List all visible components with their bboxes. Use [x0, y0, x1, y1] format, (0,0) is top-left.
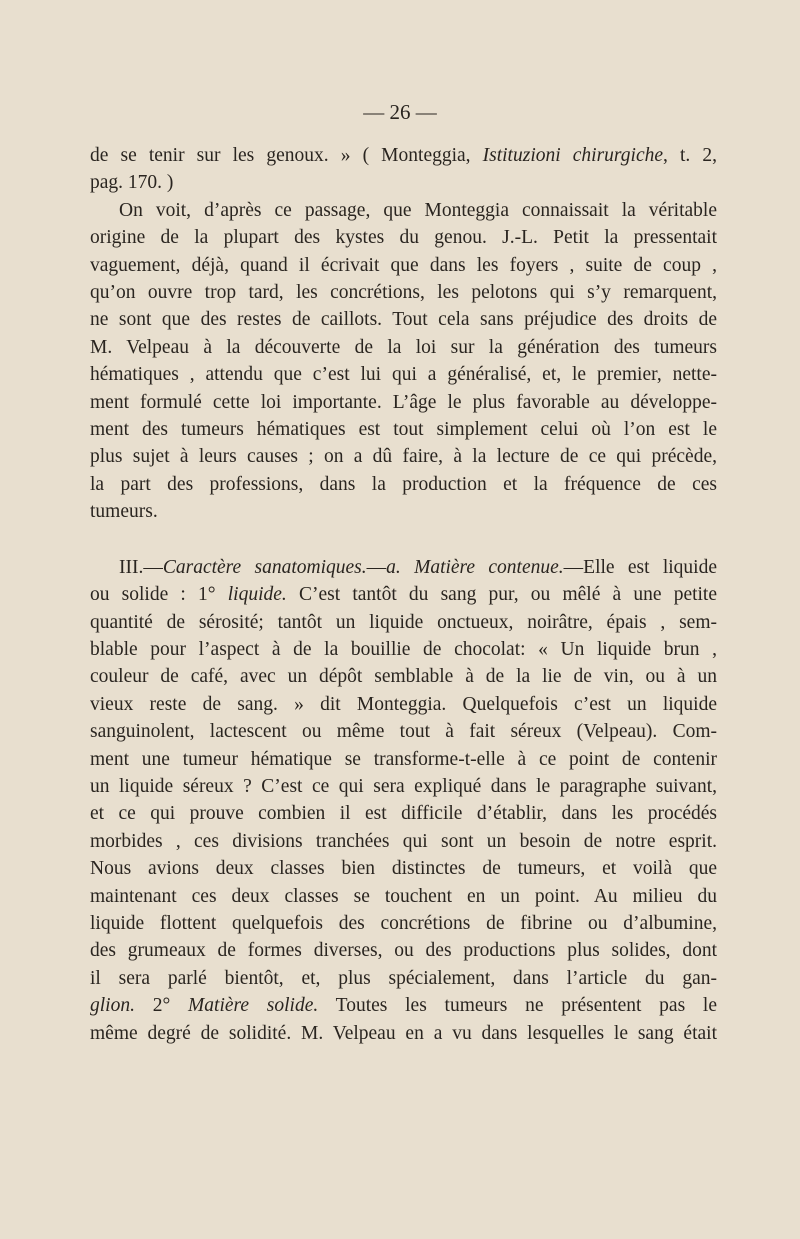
- italic-term: glion.: [90, 995, 135, 1017]
- text-line: ment formulé cette loi importante. L’âge le plus favorable au développe-: [90, 391, 717, 413]
- text-line: la part des professions, dans la production et la fréquence de ces: [90, 473, 717, 495]
- body-text: [90, 142, 717, 1047]
- text-line: couleur de café, avec un dépôt semblable à de la lie de vin, ou à un: [90, 666, 717, 688]
- text-line: qu’on ouvre trop tard, les concrétions, les pelotons qui s’y remarquent,: [90, 282, 717, 304]
- text-line: pag. 170. ): [90, 172, 174, 194]
- italic-term: Matière solide.: [188, 995, 319, 1017]
- text-line: Nous avions deux classes bien distinctes de tumeurs, et voilà que: [90, 858, 717, 880]
- text-line: sanguinolent, lactescent ou même tout à fait séreux (Velpeau). Com-: [90, 721, 717, 743]
- paragraph: [90, 197, 717, 526]
- text-run: Toutes les tumeurs ne présentent pas le: [318, 995, 717, 1017]
- dash: —: [366, 556, 387, 578]
- text-run: 2°: [134, 995, 189, 1017]
- page-number: — 26 —: [363, 100, 437, 124]
- subsection-title: a. Matière contenue.: [386, 556, 564, 578]
- text-line: M. Velpeau à la découverte de la loi sur la génération des tumeurs: [90, 336, 717, 358]
- text-run: ou solide : 1°: [90, 584, 228, 606]
- text-line: il sera parlé bientôt, et, plus spécialement, dans l’article du gan-: [90, 967, 717, 989]
- section-number: III.—: [119, 556, 163, 578]
- text-line: et ce qui prouve combien il est difficile d’établir, dans les procédés: [90, 803, 717, 825]
- text-line: plus sujet à leurs causes ; on a dû faire, à la lecture de ce qui précède,: [90, 446, 717, 468]
- italic-term: liquide.: [227, 584, 287, 606]
- text-line: même degré de solidité. M. Velpeau en a vu dans lesquelles le sang était: [90, 1022, 717, 1044]
- text-line: blable pour l’aspect à de la bouillie de chocolat: « Un liquide brun ,: [90, 638, 717, 660]
- text-run: de se tenir sur les genoux. » ( Monteggia,: [90, 145, 483, 166]
- text-line: ment des tumeurs hématiques est tout simplement celui où l’on est le: [90, 419, 717, 441]
- text-run: , t. 2,: [663, 145, 718, 166]
- text-line: un liquide séreux ? C’est ce qui sera expliqué dans le paragraphe suivant,: [90, 775, 717, 797]
- text-line: [90, 142, 717, 169]
- text-line: vaguement, déjà, quand il écrivait que dans les foyers , suite de coup ,: [90, 254, 717, 276]
- text-line: On voit, d’après ce passage, que Monteggia connaissait la véritable: [119, 199, 717, 221]
- text-line: hématiques , attendu que c’est lui qui a généralisé, et, le premier, nette-: [90, 364, 717, 386]
- section-heading-line: [90, 554, 717, 581]
- text-run: C’est tantôt du sang pur, ou mêlé à une petite: [286, 584, 718, 606]
- text-line: maintenant ces deux classes se touchent en un point. Au milieu du: [90, 885, 717, 907]
- text-line: tumeurs.: [90, 501, 158, 523]
- text-run: —Elle est liquide: [563, 556, 717, 578]
- text-line: des grumeaux de formes diverses, ou des productions plus solides, dont: [90, 940, 717, 962]
- paragraph-body: [90, 609, 717, 993]
- text-line: morbides , ces divisions tranchées qui sont un besoin de notre esprit.: [90, 830, 717, 852]
- text-line: ment une tumeur hématique se transforme-t-elle à ce point de contenir: [90, 748, 717, 770]
- text-line: [90, 992, 717, 1019]
- italic-title: Istituzioni chirurgiche: [482, 145, 664, 166]
- text-line: origine de la plupart des kystes du genou. J.-L. Petit la pressentait: [90, 227, 717, 249]
- text-line: vieux reste de sang. » dit Monteggia. Quelquefois c’est un liquide: [90, 693, 717, 715]
- section-title: Caractère sanatomiques.: [162, 556, 367, 578]
- text-line: ne sont que des restes de caillots. Tout cela sans préjudice des droits de: [90, 309, 717, 331]
- text-line: liquide flottent quelquefois des concrétions de fibrine ou d’albumine,: [90, 912, 717, 934]
- text-line: [90, 581, 717, 608]
- text-line: quantité de sérosité; tantôt un liquide onctueux, noirâtre, épais , sem-: [90, 611, 717, 633]
- paragraph-gap: [90, 526, 717, 554]
